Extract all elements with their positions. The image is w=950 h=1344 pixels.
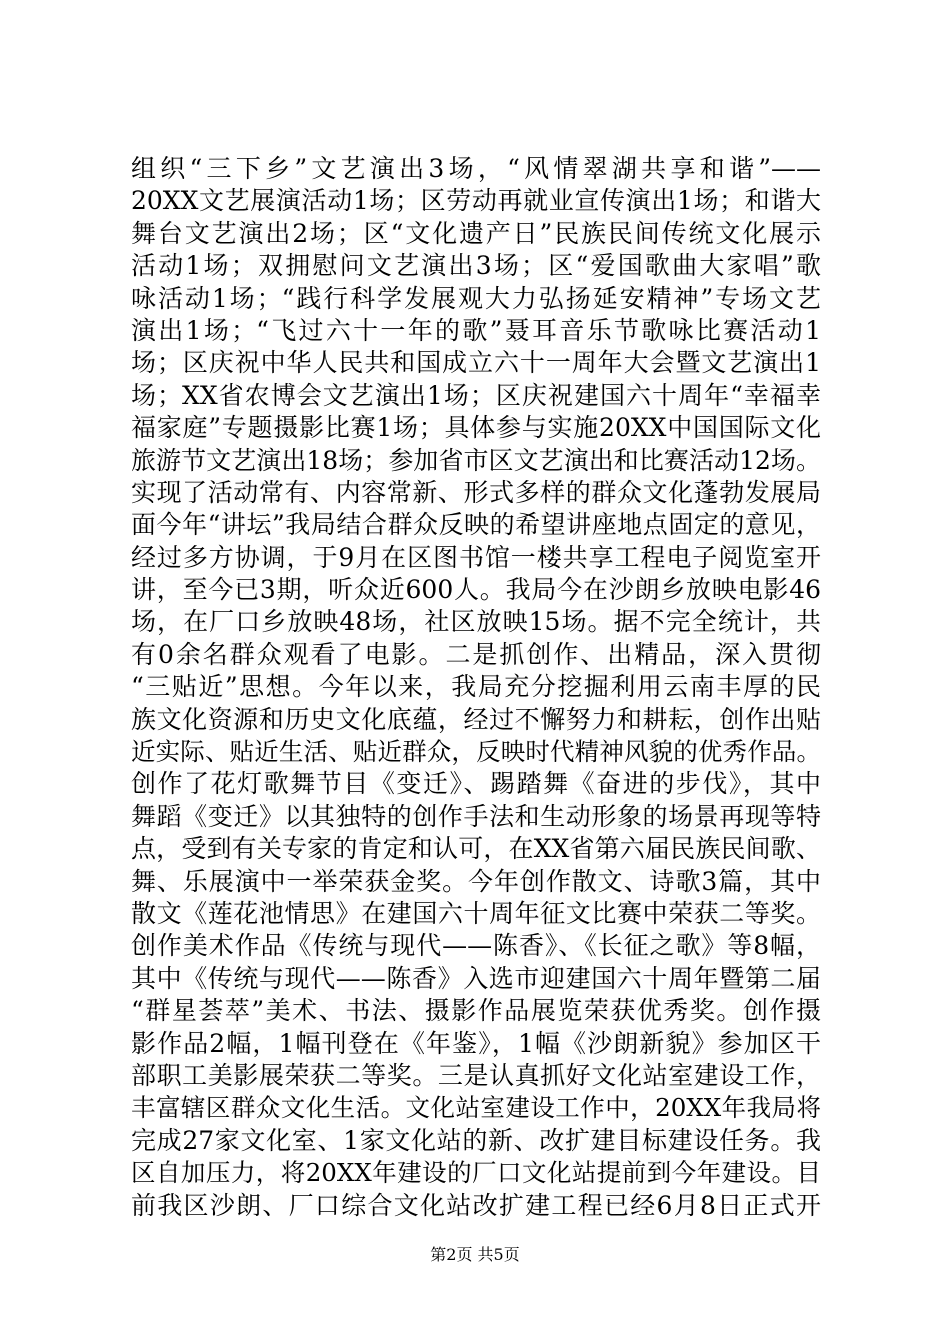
- text-line: 有0余名群众观看了电影。二是抓创作、出精品，深入贯彻: [131, 639, 821, 669]
- text-line: 舞、乐展演中一举荣获金奖。今年创作散文、诗歌3篇，其中: [131, 866, 821, 896]
- text-line: 面今年“讲坛”我局结合群众反映的希望讲座地点固定的意见，: [131, 510, 821, 540]
- text-line: 影作品2幅，1幅刊登在《年鉴》，1幅《沙朗新貌》参加区干: [131, 1028, 821, 1058]
- text-line: 演出1场；“飞过六十一年的歌”聂耳音乐节歌咏比赛活动1: [131, 315, 821, 345]
- text-line: 场，在厂口乡放映48场，社区放映15场。据不完全统计，共: [131, 607, 821, 637]
- text-line: 经过多方协调，于9月在区图书馆一楼共享工程电子阅览室开: [131, 542, 821, 572]
- text-line: 旅游节文艺演出18场；参加省市区文艺演出和比赛活动12场。: [131, 445, 821, 475]
- text-line: 部职工美影展荣获二等奖。三是认真抓好文化站室建设工作，: [131, 1060, 821, 1090]
- page-footer: 第2页 共5页: [430, 1245, 520, 1264]
- text-line: 族文化资源和历史文化底蕴，经过不懈努力和耕耘，创作出贴: [131, 704, 821, 734]
- text-line: 点，受到有关专家的肯定和认可，在XX省第六届民族民间歌、: [131, 834, 821, 864]
- text-line: 20XX文艺展演活动1场；区劳动再就业宣传演出1场；和谐大: [131, 186, 821, 216]
- text-line: 讲，至今已3期，听众近600人。我局今在沙朗乡放映电影46: [131, 575, 821, 605]
- text-line: 近实际、贴近生活、贴近群众，反映时代精神风貌的优秀作品。: [131, 737, 821, 767]
- body-text: [131, 153, 821, 1222]
- text-line: 创作了花灯歌舞节目《变迁》、踢踏舞《奋进的步伐》，其中: [131, 769, 821, 799]
- text-line: “三贴近”思想。今年以来，我局充分挖掘利用云南丰厚的民: [131, 672, 821, 702]
- text-line: 散文《莲花池情思》在建国六十周年征文比赛中荣获二等奖。: [131, 898, 821, 928]
- text-line: 组织“三下乡”文艺演出3场，“风情翠湖共享和谐”——: [131, 154, 821, 183]
- text-line: 完成27家文化室、1家文化站的新、改扩建目标建设任务。我: [131, 1125, 821, 1155]
- text-line: 场；XX省农博会文艺演出1场；区庆祝建国六十周年“幸福幸: [131, 380, 821, 410]
- text-line: 舞蹈《变迁》以其独特的创作手法和生动形象的场景再现等特: [131, 801, 821, 831]
- text-line: 丰富辖区群众文化生活。文化站室建设工作中，20XX年我局将: [131, 1093, 821, 1123]
- text-line: 福家庭”专题摄影比赛1场；具体参与实施20XX中国国际文化: [131, 413, 821, 443]
- text-line: 场；区庆祝中华人民共和国成立六十一周年大会暨文艺演出1: [131, 348, 821, 378]
- text-line: 咏活动1场；“践行科学发展观大力弘扬延安精神”专场文艺: [131, 283, 821, 313]
- text-line: “群星荟萃”美术、书法、摄影作品展览荣获优秀奖。创作摄: [131, 996, 821, 1026]
- text-line: 其中《传统与现代——陈香》入选市迎建国六十周年暨第二届: [131, 963, 821, 993]
- text-line: 舞台文艺演出2场；区“文化遗产日”民族民间传统文化展示: [131, 218, 821, 248]
- text-line: 创作美术作品《传统与现代——陈香》、《长征之歌》等8幅，: [131, 931, 821, 961]
- text-line: 区自加压力，将20XX年建设的厂口文化站提前到今年建设。目: [131, 1158, 821, 1188]
- text-line: 前我区沙朗、厂口综合文化站改扩建工程已经6月8日正式开: [131, 1190, 821, 1220]
- text-line: 活动1场；双拥慰问文艺演出3场；区“爱国歌曲大家唱”歌: [131, 251, 821, 281]
- text-line: 实现了活动常有、内容常新、形式多样的群众文化蓬勃发展局: [131, 477, 821, 507]
